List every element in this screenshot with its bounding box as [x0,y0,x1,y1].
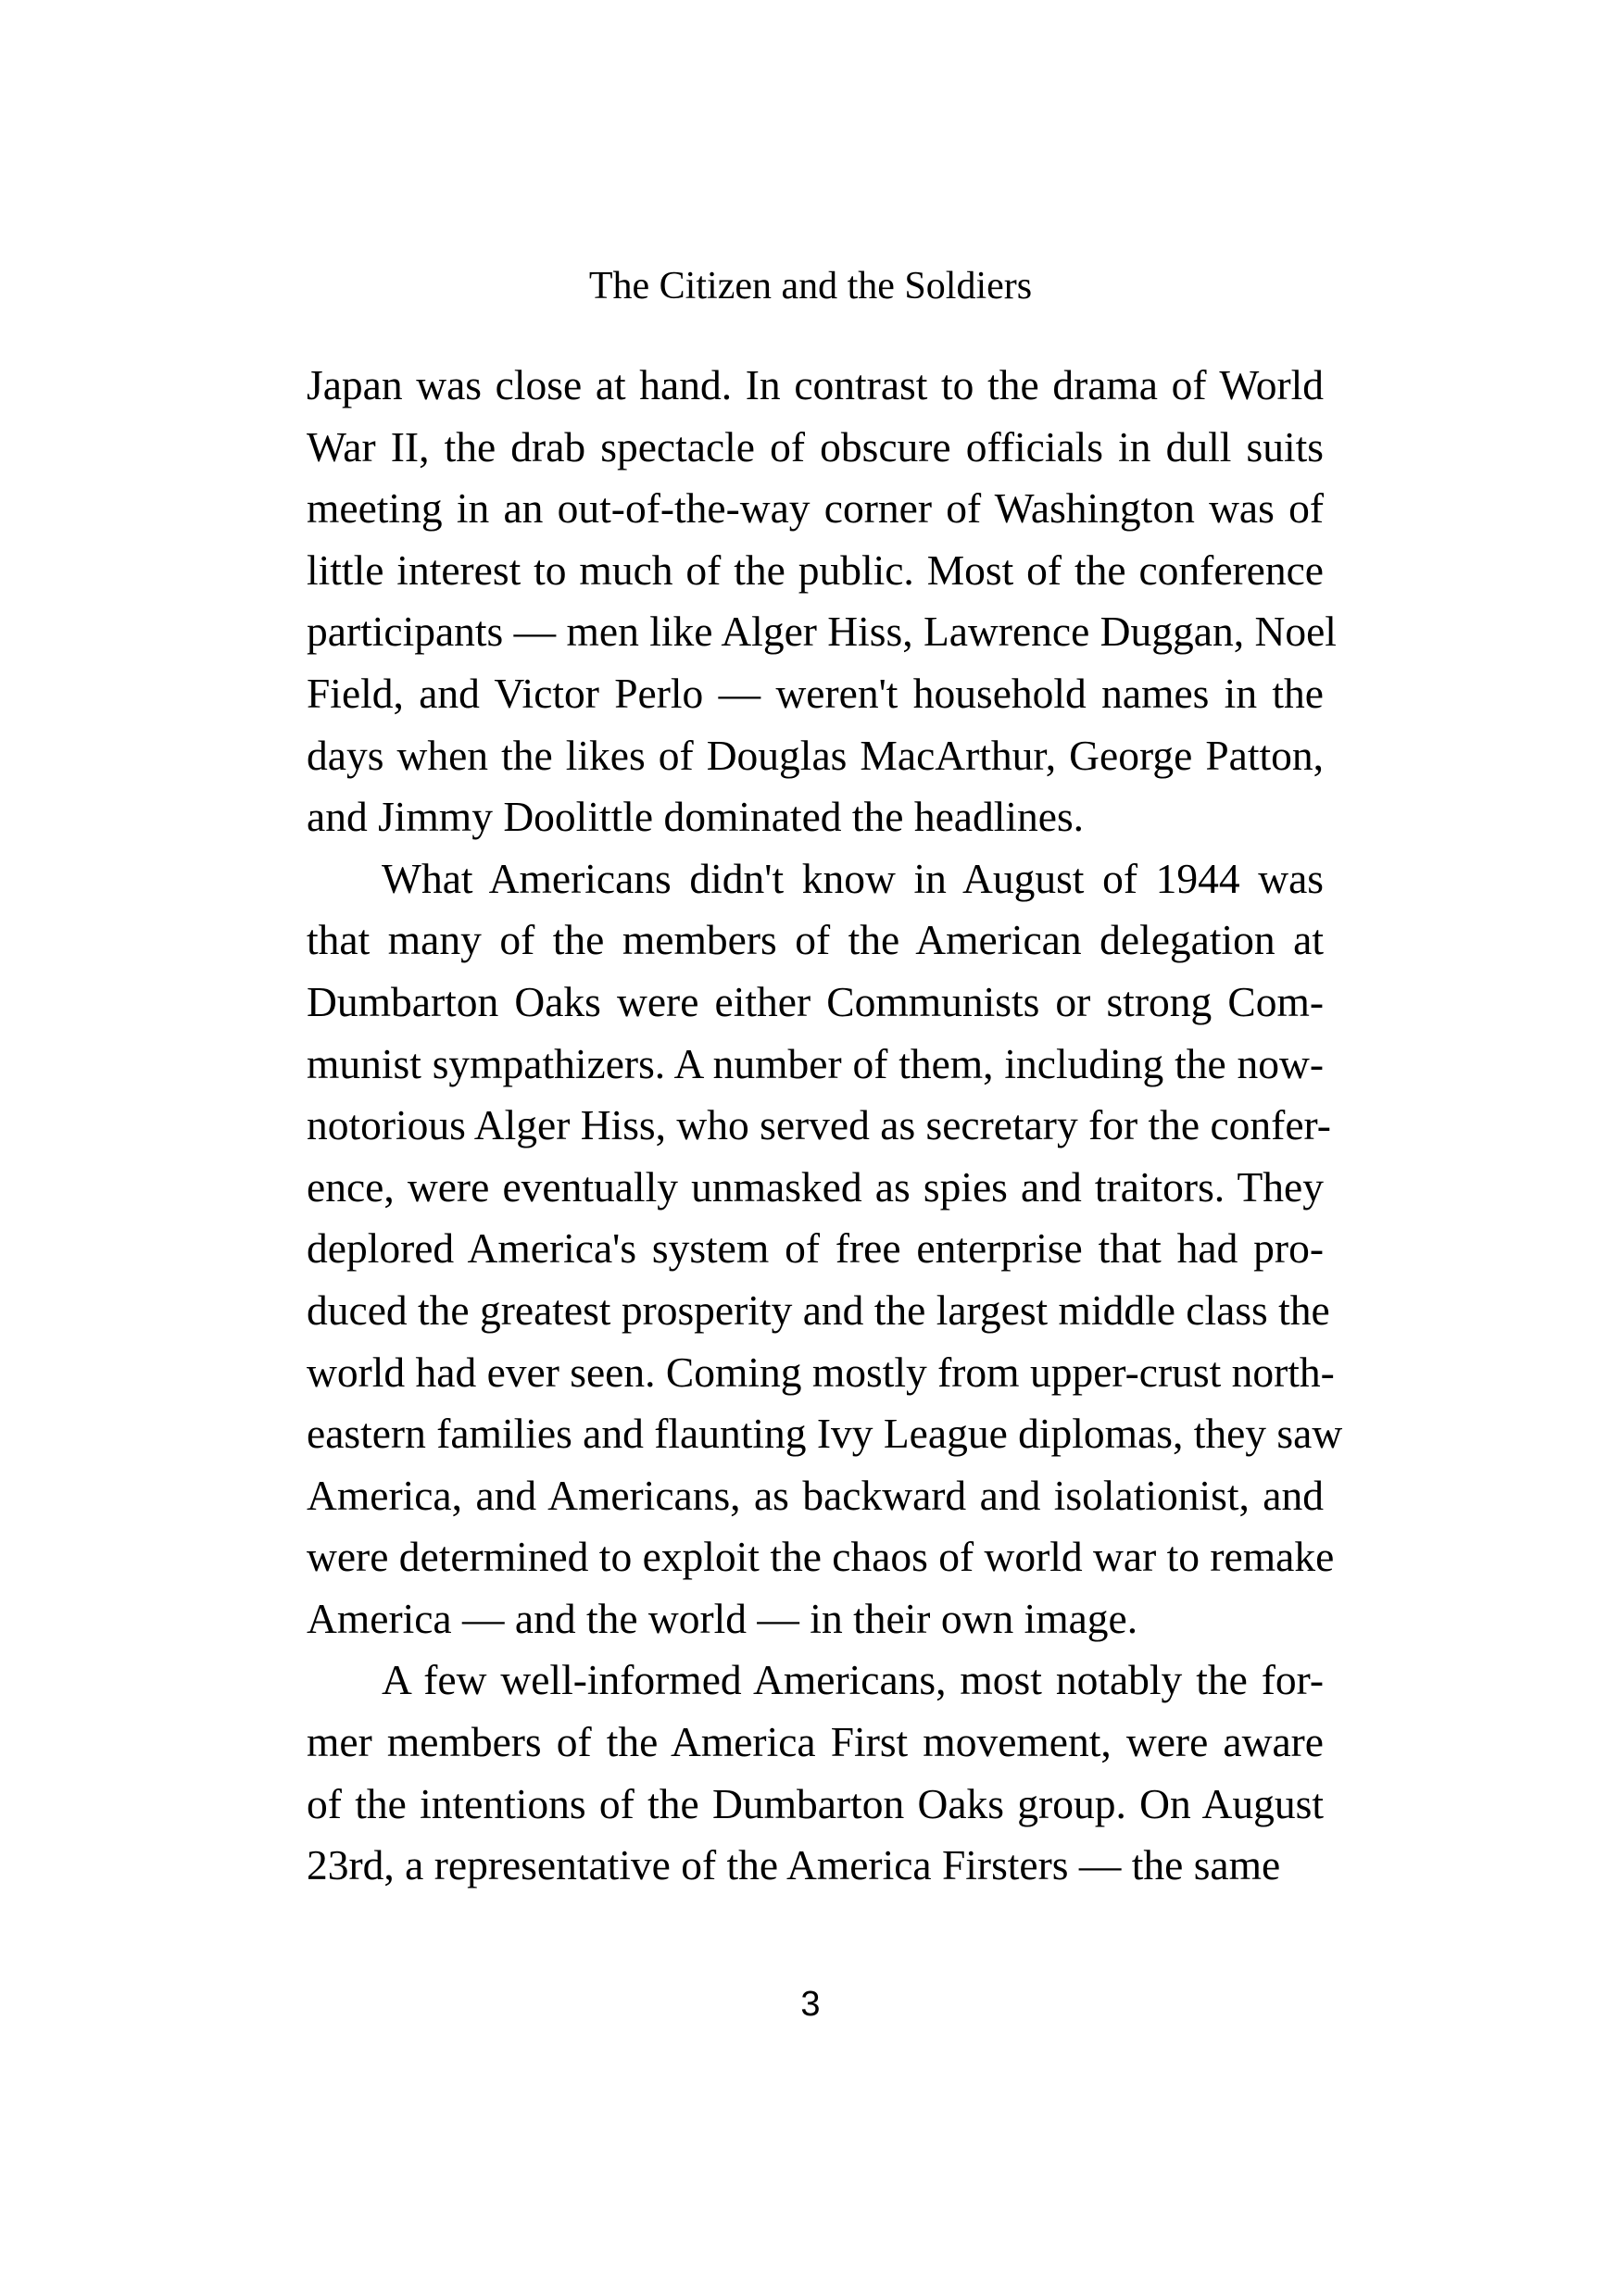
text-line: deplored America's system of free enterprise that had pro- [307,1224,1324,1273]
text-line: world had ever seen. Coming mostly from upper-crust north- [307,1348,1335,1396]
text-line: A few well-informed Americans, most notably the for- [382,1656,1324,1704]
text-line: Dumbarton Oaks were either Communists or strong Com- [307,977,1324,1025]
text-line: were determined to exploit the chaos of world war to remake [307,1533,1335,1581]
text-line: notorious Alger Hiss, who served as secretary for the confer- [307,1101,1331,1149]
text-line: eastern families and flaunting Ivy League diplomas, they saw [307,1410,1343,1458]
text-line: participants — men like Alger Hiss, Lawrence Duggan, Noel [307,608,1337,656]
text-line: and Jimmy Doolittle dominated the headlines. [307,793,1085,841]
text-line: mer members of the America First movement, were aware [307,1718,1324,1766]
paragraph [307,848,1343,1650]
page-number: 3 [800,1985,821,2024]
text-line: of the intentions of the Dumbarton Oaks group. On August [307,1779,1324,1827]
text-line: munist sympathizers. A number of them, including the now- [307,1039,1324,1087]
paragraph [307,355,1337,848]
text-line: little interest to much of the public. Most of the conference [307,546,1324,594]
text-line: days when the likes of Douglas MacArthur, George Patton, [307,731,1324,779]
text-line: that many of the members of the American delegation at [307,916,1324,964]
paragraph [307,1650,1324,1896]
text-line: ence, were eventually unmasked as spies and traitors. They [307,1162,1324,1211]
text-line: America — and the world — in their own image. [307,1594,1138,1642]
text-line: Field, and Victor Perlo — weren't household names in the [307,669,1324,717]
text-line: meeting in an out-of-the-way corner of Washington was of [307,484,1324,533]
running-head: The Citizen and the Soldiers [588,265,1033,307]
text-line: War II, the drab spectacle of obscure officials in dull suits [307,422,1324,470]
text-line: 23rd, a representative of the America Firsters — the same [307,1841,1281,1889]
text-line: What Americans didn't know in August of 1944 was [382,854,1324,902]
text-line: duced the greatest prosperity and the largest middle class the [307,1286,1330,1334]
text-line: Japan was close at hand. In contrast to the drama of World [307,361,1324,408]
text-line: America, and Americans, as backward and isolationist, and [307,1471,1324,1519]
body-text [307,355,1343,1897]
